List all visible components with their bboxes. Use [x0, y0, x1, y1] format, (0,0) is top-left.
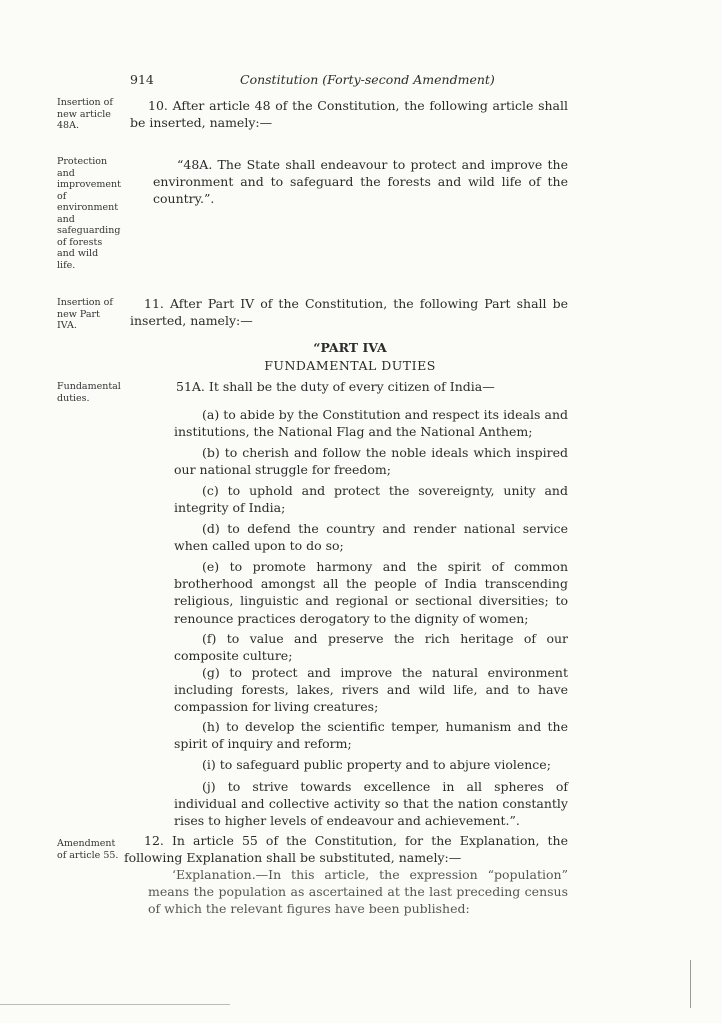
duty-g: (g) to protect and improve the natural environment including forests, lakes, rivers and wild life, and to have compassion for living creatures; — [174, 665, 568, 715]
part-subheading: FUNDAMENTAL DUTIES — [264, 358, 436, 373]
article-51a-intro: 51A. It shall be the duty of every citizen of India— — [176, 379, 495, 394]
duty-j: (j) to strive towards excellence in all spheres of individual and collective activity so that the nation constantly rises to higher levels of endeavour and achievement.”. — [174, 779, 568, 829]
duty-f: (f) to value and preserve the rich heritage of our composite culture; — [174, 631, 568, 664]
article-48a-text: “48A. The State shall endeavour to protect and improve the environment and to safeguard the forests and wild life of the country.”. — [153, 157, 568, 207]
margin-note-insertion-part-iva: Insertion of new Part IVA. — [57, 297, 113, 331]
duty-d: (d) to defend the country and render national service when called upon to do so; — [174, 521, 568, 554]
page-number: 914 — [130, 72, 154, 87]
explanation-text: ‘Explanation.—In this article, the expression “population” means the population as ascertained at the last preceding census of which the relevant figures have been published: — [148, 867, 568, 917]
scan-artifact-line — [690, 960, 691, 1008]
section-10-intro: 10. After article 48 of the Constitution, the following article shall be inserted, namely:— — [130, 98, 568, 131]
duty-h: (h) to develop the scientific temper, humanism and the spirit of inquiry and reform; — [174, 719, 568, 752]
duty-a: (a) to abide by the Constitution and respect its ideals and institutions, the National Flag and the National Anthem; — [174, 407, 568, 440]
scan-artifact-bottom-line — [0, 1004, 230, 1005]
duty-i: (i) to safeguard public property and to abjure violence; — [202, 757, 551, 772]
duty-e: (e) to promote harmony and the spirit of common brotherhood amongst all the people of India transcending religious, linguistic and regional or sectional diversities; to renounce practices derogatory to the dignity of women; — [174, 559, 568, 626]
duty-b: (b) to cherish and follow the noble ideals which inspired our national struggle for freedom; — [174, 445, 568, 478]
section-12-intro: 12. In article 55 of the Constitution, for the Explanation, the following Explanation shall be substituted, namely:— — [124, 833, 568, 866]
part-heading: “PART IVA — [313, 340, 387, 355]
margin-note-protection: Protection and improvement of environment and safeguarding of forests and wild life. — [57, 156, 121, 271]
page-title: Constitution (Forty-second Amendment) — [240, 72, 495, 87]
margin-note-amendment-55: Amendment of article 55. — [57, 838, 119, 861]
section-11-intro: 11. After Part IV of the Constitution, the following Part shall be inserted, namely:— — [130, 296, 568, 329]
margin-note-fundamental-duties: Fundamental duties. — [57, 381, 121, 404]
margin-note-insertion-48a: Insertion of new article 48A. — [57, 97, 113, 131]
duty-c: (c) to uphold and protect the sovereignty, unity and integrity of India; — [174, 483, 568, 516]
